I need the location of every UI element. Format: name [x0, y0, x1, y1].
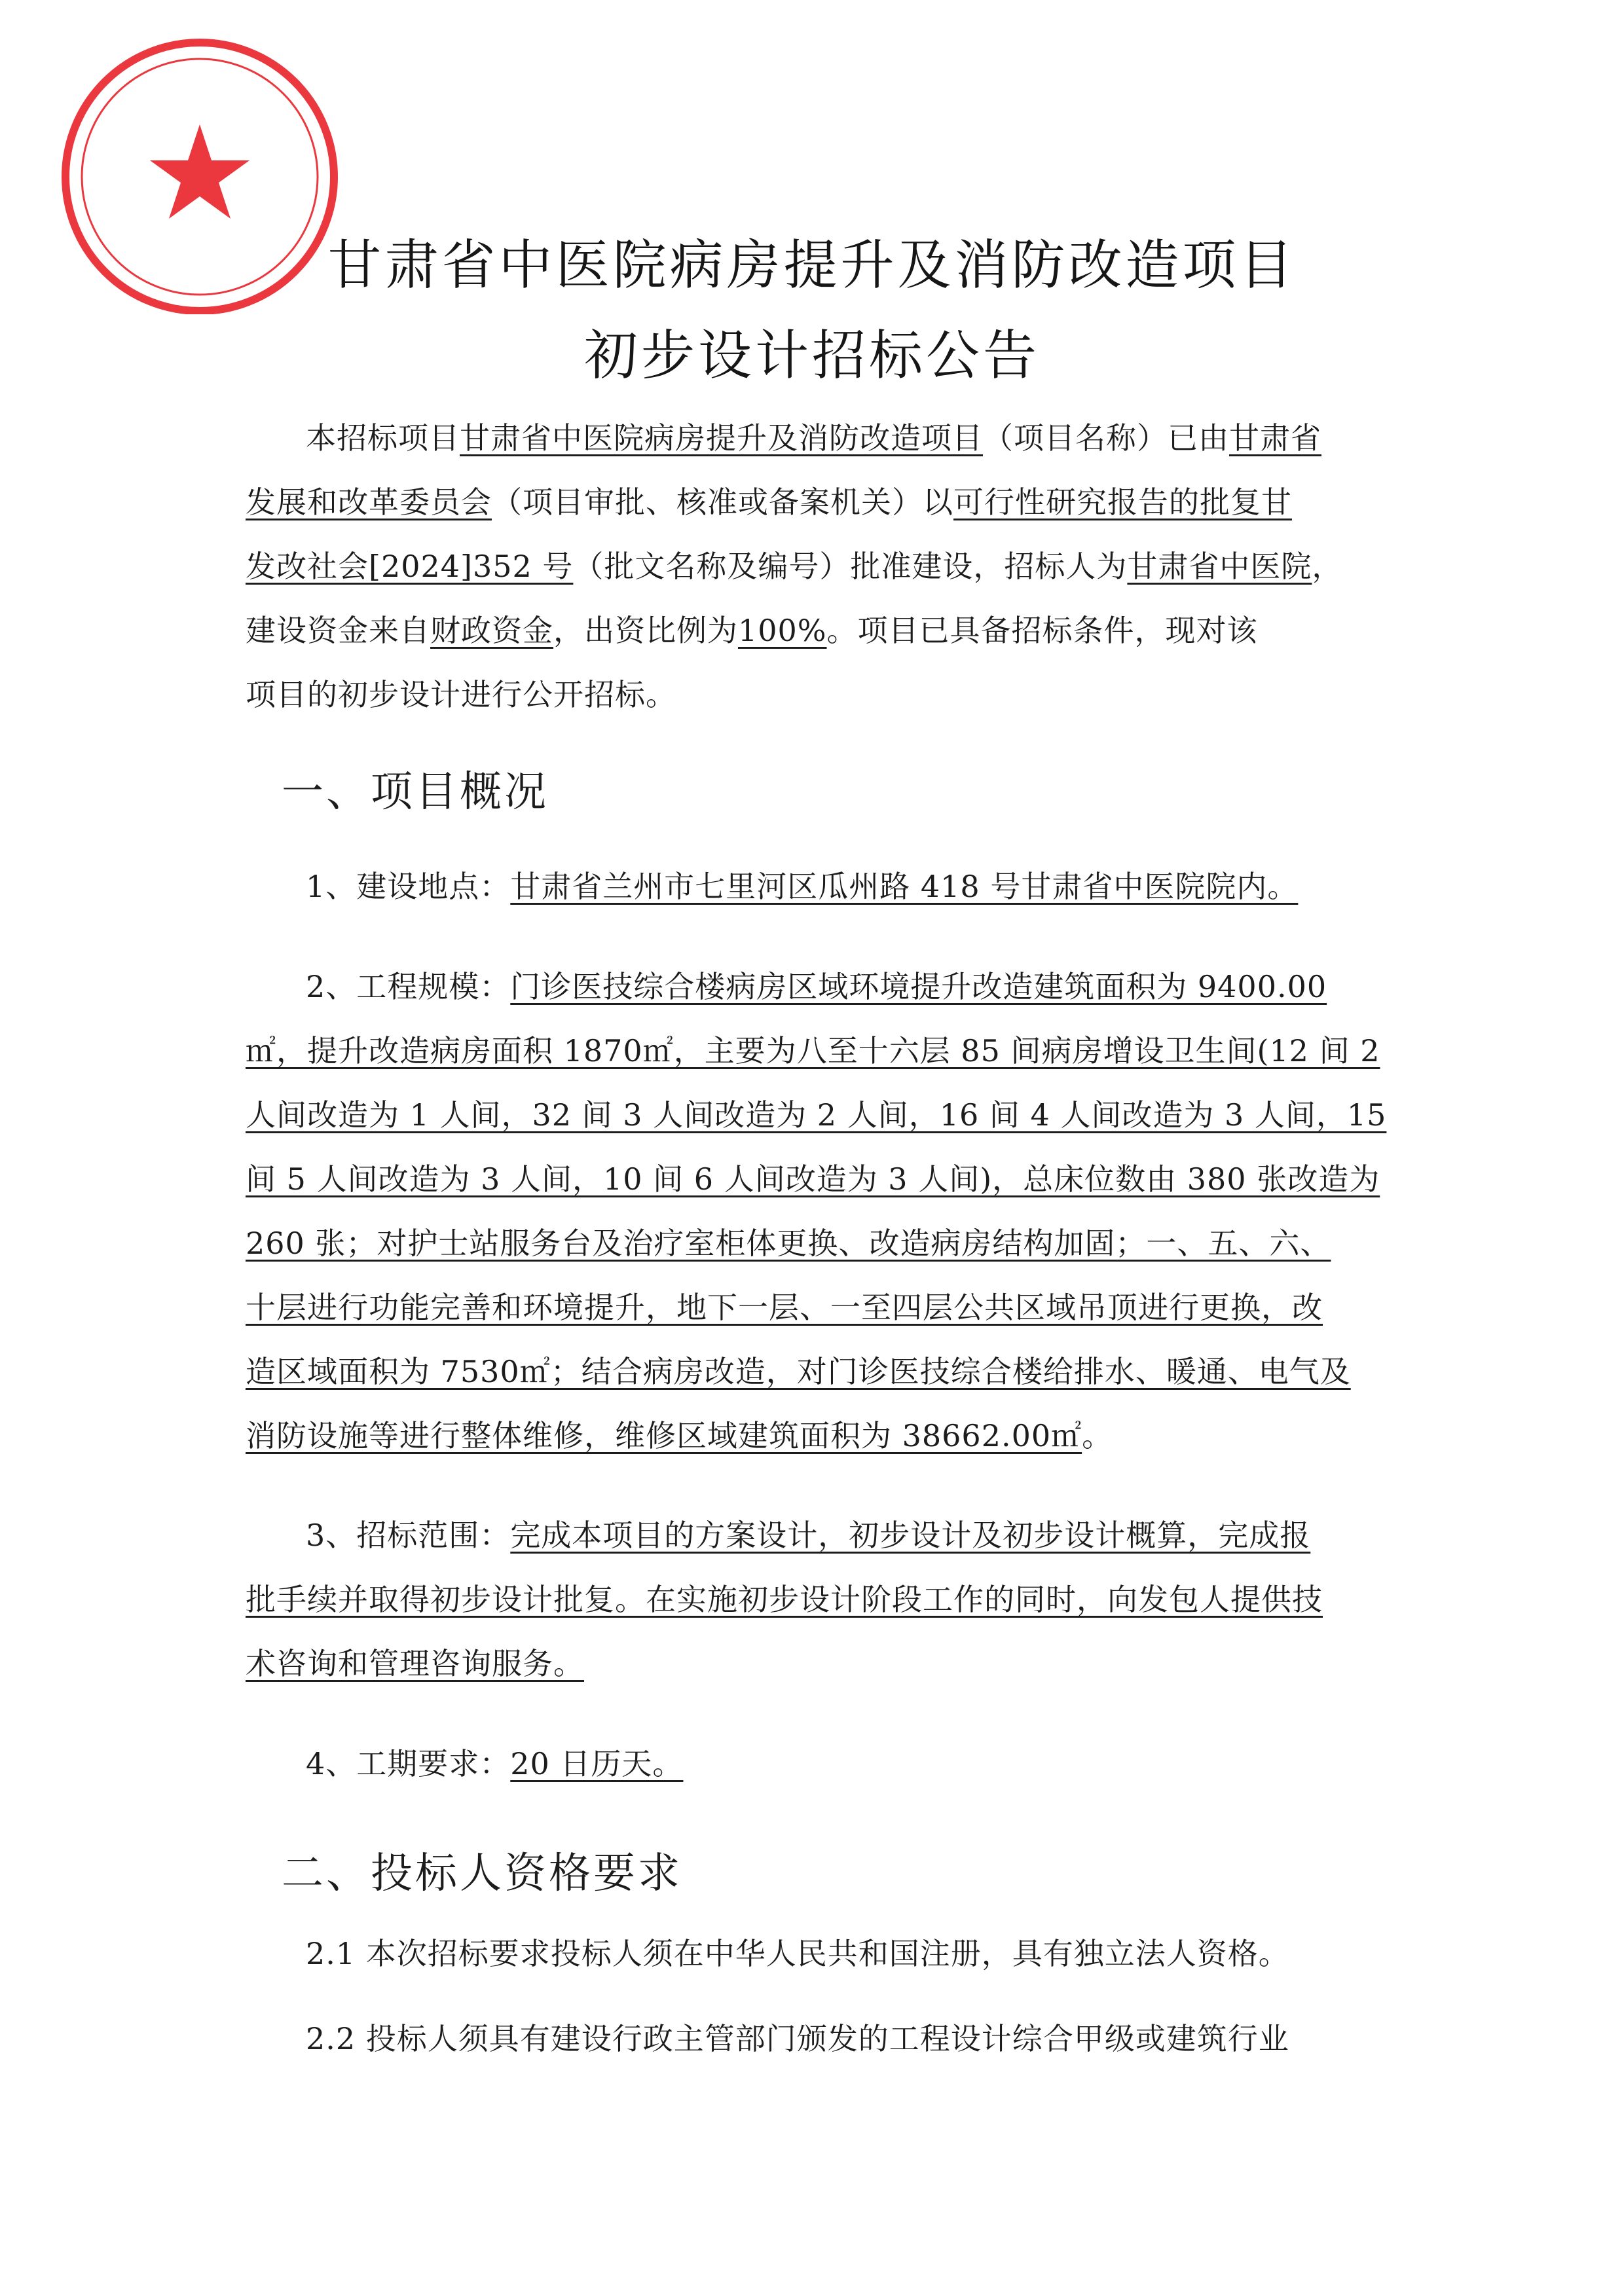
- requirement-2-1: 2.1 本次招标要求投标人须在中华人民共和国注册，具有独立法人资格。: [306, 1936, 1289, 1971]
- section-heading-bidder-qualification: 二、投标人资格要求: [282, 1850, 682, 1898]
- tenderer-name: 甘肃省中医院: [1127, 549, 1312, 584]
- item-project-scale: 2、工程规模：门诊医技综合楼病房区域环境提升改造建筑面积为 9400.00 ㎡，提升改造病房面积 1870㎡，主要为八至十六层 85 间病房增设卫生间(12 间 2 人间改造为 1 人间，32 间 3 人间改造为 2 人间，16 间 4 人间改造为 3 人间，15 间 5 人间改造为 3 人间，10 间 6 人间改造为 3 人间)，总床位数由 380 张改造为 260 张；对护士站服务台及治疗室柜体更换、改造病房结构加固；一、五、六、 十层进行功能完善和环境提升，地下一层、一至四层公共区域吊顶进行更换，改 造区域面积为 7530㎡；结合病房改造，对门诊医技综合楼给排水、暖通、电气及 消防设施等进行整体维修，维修区域建筑面积为 38662.00㎡。: [246, 969, 1387, 1453]
- section-heading-project-overview: 一、项目概况: [282, 768, 549, 816]
- funding-source: 财政资金: [430, 613, 553, 648]
- item-construction-site: 1、建设地点：甘肃省兰州市七里河区瓜州路 418 号甘肃省中医院院内。: [306, 869, 1299, 904]
- item-construction-period: 4、工期要求：20 日历天。: [306, 1746, 684, 1781]
- item-tender-scope: 3、招标范围：完成本项目的方案设计，初步设计及初步设计概算，完成报 批手续并取得初步设计批复。在实施初步设计阶段工作的同时，向发包人提供技 术咨询和管理咨询服务。: [246, 1518, 1323, 1681]
- intro-paragraph: 本招标项目甘肃省中医院病房提升及消防改造项目（项目名称）已由甘肃省 发展和改革委员会（项目审批、核准或备案机关）以可行性研究报告的批复甘 发改社会[2024]352 号（批文名称及编号）批准建设，招标人为甘肃省中医院， 建设资金来自财政资金，出资比例为100%。项目已具备招标条件，现对该 项目的初步设计进行公开招标。: [246, 420, 1343, 712]
- project-name: 甘肃省中医院病房提升及消防改造项目: [460, 420, 983, 456]
- approval-document-part2: 发改社会[2024]352 号: [246, 549, 574, 584]
- document-title-line-2: 初步设计招标公告: [583, 325, 1040, 387]
- approval-authority-part2: 发展和改革委员会: [246, 484, 492, 520]
- funding-ratio: 100%: [738, 613, 827, 648]
- document-title-line-1: 甘肃省中医院病房提升及消防改造项目: [327, 234, 1297, 297]
- construction-site-value: 甘肃省兰州市七里河区瓜州路 418 号甘肃省中医院院内。: [510, 869, 1299, 904]
- requirement-2-2: 2.2 投标人须具有建设行政主管部门颁发的工程设计综合甲级或建筑行业: [306, 2021, 1289, 2056]
- construction-period-value: 20 日历天。: [510, 1746, 684, 1781]
- approval-authority-part1: 甘肃省: [1229, 420, 1321, 456]
- approval-document-part1: 可行性研究报告的批复甘: [953, 484, 1292, 520]
